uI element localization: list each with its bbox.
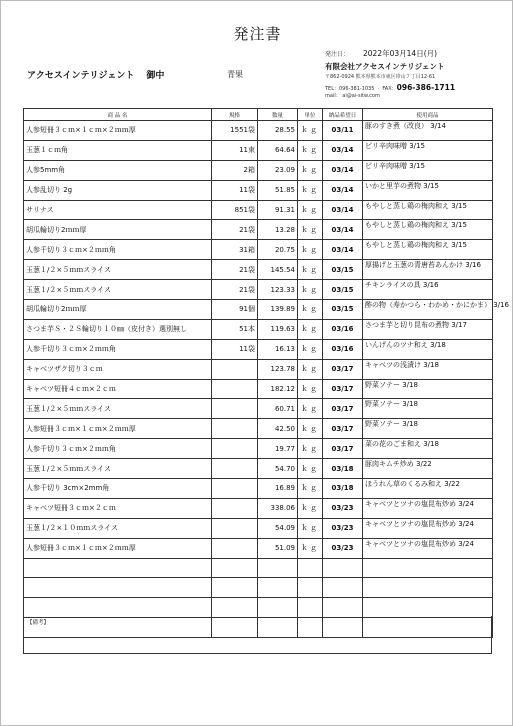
used-in-cell: いんげんのツナ和え 3/18 bbox=[363, 339, 493, 359]
quantity-cell bbox=[212, 578, 258, 598]
used-in-cell: もやしと蒸し鶏の梅肉和え 3/15 bbox=[363, 240, 493, 260]
quantity-cell: 21袋 bbox=[212, 260, 258, 280]
table-row bbox=[24, 280, 493, 300]
table-row bbox=[24, 399, 493, 419]
amount-cell bbox=[258, 558, 298, 578]
amount-cell: 139.89 bbox=[258, 300, 298, 320]
unit-cell: ｋｇ bbox=[298, 339, 323, 359]
quantity-cell bbox=[212, 479, 258, 499]
quantity-cell: 2箱 bbox=[212, 160, 258, 180]
unit-cell: ｋｇ bbox=[298, 260, 323, 280]
used-in-cell bbox=[363, 598, 493, 618]
used-in-cell: キャベツとツナの塩昆布炒め 3/24 bbox=[363, 498, 493, 518]
table-row bbox=[24, 379, 493, 399]
product-name-cell: 人参千切り 3cm×2mm角 bbox=[24, 479, 212, 499]
document-title: 発注書 bbox=[233, 25, 282, 43]
amount-cell: 28.55 bbox=[258, 121, 298, 141]
unit-cell bbox=[298, 558, 323, 578]
recipient-suffix: 御中 bbox=[146, 71, 165, 81]
product-name-cell: 人参短冊３ｃｍ×１ｃｍ×２ｍｍ厚 bbox=[24, 121, 212, 141]
tel-number: 096-381-1035 bbox=[339, 86, 375, 92]
unit-cell: ｋｇ bbox=[298, 180, 323, 200]
quantity-cell: 11袋 bbox=[212, 339, 258, 359]
used-in-cell: もやしと蒸し鶏の梅肉和え 3/15 bbox=[363, 220, 493, 240]
table-row bbox=[24, 121, 493, 141]
product-name-cell: 胡瓜輪切り2ｍｍ厚 bbox=[24, 300, 212, 320]
delivery-date-cell: 03/17 bbox=[323, 419, 363, 439]
unit-cell: ｋｇ bbox=[298, 419, 323, 439]
issuer-mail: mail： ai@ai-sitw.com bbox=[325, 93, 380, 99]
fax-label: FAX： bbox=[382, 86, 397, 92]
product-name-cell: キャベツザク切り３ｃｍ bbox=[24, 359, 212, 379]
amount-cell: 60.71 bbox=[258, 399, 298, 419]
used-in-cell: ほうれん草のくるみ和え 3/22 bbox=[363, 479, 493, 499]
amount-cell: 54.70 bbox=[258, 459, 298, 479]
used-in-cell: キャベツとツナの塩昆布炒め 3/24 bbox=[363, 518, 493, 538]
order-table-body bbox=[24, 121, 509, 638]
table-row bbox=[24, 419, 493, 439]
delivery-date-cell: 03/17 bbox=[323, 399, 363, 419]
quantity-cell: 11袋 bbox=[212, 180, 258, 200]
product-name-cell: キャベツ短冊４ｃｍ×２ｃｍ bbox=[24, 379, 212, 399]
product-name-cell: 玉葱１/２×５ｍｍスライス bbox=[24, 399, 212, 419]
table-row bbox=[24, 339, 493, 359]
product-name-cell: 人参乱切り 2g bbox=[24, 180, 212, 200]
table-row bbox=[24, 240, 493, 260]
product-name-cell bbox=[24, 558, 212, 578]
delivery-date-cell bbox=[323, 598, 363, 618]
used-in-cell: キャベツの浅漬け 3/18 bbox=[363, 359, 493, 379]
delivery-date-cell: 03/16 bbox=[323, 319, 363, 339]
product-name-cell: サリナス bbox=[24, 200, 212, 220]
delivery-date-cell: 03/16 bbox=[323, 339, 363, 359]
product-name-cell: 玉葱１/２×５ｍｍスライス bbox=[24, 280, 212, 300]
product-name-cell: 人参短冊３ｃｍ×１ｃｍ×２ｍｍ厚 bbox=[24, 419, 212, 439]
table-row bbox=[24, 220, 493, 240]
recipient bbox=[27, 68, 164, 81]
product-name-cell: 人参5mm角 bbox=[24, 160, 212, 180]
amount-cell: 16.13 bbox=[258, 339, 298, 359]
amount-cell: 145.54 bbox=[258, 260, 298, 280]
amount-cell: 16.89 bbox=[258, 479, 298, 499]
used-in-cell: キャベツとツナの塩昆布炒め 3/24 bbox=[363, 538, 493, 558]
remarks-box bbox=[23, 616, 492, 654]
used-in-cell: 野菜ソテー 3/18 bbox=[363, 399, 493, 419]
unit-cell: ｋｇ bbox=[298, 459, 323, 479]
table-row bbox=[24, 558, 493, 578]
remarks-label: 【備考】 bbox=[27, 620, 50, 626]
amount-cell: 51.09 bbox=[258, 538, 298, 558]
amount-cell bbox=[258, 578, 298, 598]
quantity-cell bbox=[212, 419, 258, 439]
table-row bbox=[24, 439, 493, 459]
product-name-cell: 玉葱１ｃｍ角 bbox=[24, 140, 212, 160]
table-row bbox=[24, 160, 493, 180]
used-in-cell bbox=[363, 558, 493, 578]
amount-cell: 182.12 bbox=[258, 379, 298, 399]
delivery-date-cell: 03/14 bbox=[323, 200, 363, 220]
used-in-cell: 酢の物（寿かつら・わかめ・かにかま） 3/16 bbox=[363, 300, 493, 320]
delivery-date-cell: 03/17 bbox=[323, 379, 363, 399]
quantity-cell: 91個 bbox=[212, 300, 258, 320]
table-row bbox=[24, 479, 493, 499]
issuer-address: 〒862-0924 熊本県熊本市東区帯山７丁目12-61 bbox=[325, 74, 436, 80]
used-in-cell: さつま芋と切り昆布の煮物 3/17 bbox=[363, 319, 493, 339]
header-used-in: 使用商品 bbox=[363, 109, 493, 121]
unit-cell: ｋｇ bbox=[298, 160, 323, 180]
issue-date-value: 2022年03月14日(月) bbox=[363, 49, 438, 58]
quantity-cell bbox=[212, 379, 258, 399]
table-row bbox=[24, 180, 493, 200]
quantity-cell: 1551袋 bbox=[212, 121, 258, 141]
product-name-cell: 玉葱１/２×５ｍｍスライス bbox=[24, 459, 212, 479]
quantity-cell bbox=[212, 518, 258, 538]
amount-cell: 51.85 bbox=[258, 180, 298, 200]
recipient-department: 青果 bbox=[227, 70, 243, 79]
delivery-date-cell: 03/15 bbox=[323, 280, 363, 300]
used-in-cell bbox=[363, 578, 493, 598]
amount-cell: 119.63 bbox=[258, 319, 298, 339]
issue-date bbox=[325, 48, 437, 59]
unit-cell: ｋｇ bbox=[298, 479, 323, 499]
table-row bbox=[24, 459, 493, 479]
used-in-cell: 菜の花のごま和え 3/18 bbox=[363, 439, 493, 459]
delivery-date-cell: 03/14 bbox=[323, 240, 363, 260]
unit-cell: ｋｇ bbox=[298, 240, 323, 260]
used-in-cell: ピリ辛肉味噌 3/15 bbox=[363, 160, 493, 180]
delivery-date-cell: 03/18 bbox=[323, 459, 363, 479]
table-row bbox=[24, 140, 493, 160]
delivery-date-cell: 03/14 bbox=[323, 140, 363, 160]
table-row bbox=[24, 518, 493, 538]
unit-cell: ｋｇ bbox=[298, 319, 323, 339]
delivery-date-cell bbox=[323, 558, 363, 578]
unit-cell: ｋｇ bbox=[298, 220, 323, 240]
quantity-cell bbox=[212, 558, 258, 578]
quantity-cell bbox=[212, 459, 258, 479]
amount-cell: 338.06 bbox=[258, 498, 298, 518]
product-name-cell: 玉葱１/２×５ｍｍスライス bbox=[24, 260, 212, 280]
delivery-date-cell bbox=[323, 578, 363, 598]
delivery-date-cell: 03/17 bbox=[323, 359, 363, 379]
quantity-cell bbox=[212, 598, 258, 618]
table-row bbox=[24, 498, 493, 518]
quantity-cell bbox=[212, 399, 258, 419]
table-row bbox=[24, 200, 493, 220]
used-in-cell: 厚揚げと玉葱の青唐苔あんかけ 3/16 bbox=[363, 260, 493, 280]
unit-cell: ｋｇ bbox=[298, 379, 323, 399]
used-in-cell: 豚肉キムチ炒め 3/22 bbox=[363, 459, 493, 479]
table-row bbox=[24, 300, 493, 320]
unit-cell: ｋｇ bbox=[298, 200, 323, 220]
table-row bbox=[24, 578, 493, 598]
header-spec: 規格 bbox=[212, 109, 258, 121]
amount-cell: 123.78 bbox=[258, 359, 298, 379]
used-in-cell: 豚のすき煮（改良） 3/14 bbox=[363, 121, 493, 141]
header-unit: 単位 bbox=[298, 109, 323, 121]
used-in-cell: もやしと蒸し鶏の梅肉和え 3/15 bbox=[363, 200, 493, 220]
product-name-cell: 胡瓜輪切り2ｍｍ厚 bbox=[24, 220, 212, 240]
header-delivery-date: 納品希望日 bbox=[323, 109, 363, 121]
delivery-date-cell: 03/11 bbox=[323, 121, 363, 141]
product-name-cell bbox=[24, 578, 212, 598]
used-in-cell: 野菜ソテー 3/18 bbox=[363, 419, 493, 439]
amount-cell: 20.75 bbox=[258, 240, 298, 260]
quantity-cell bbox=[212, 538, 258, 558]
product-name-cell: 人参千切り３ｃｍ×２ｍｍ角 bbox=[24, 339, 212, 359]
delivery-date-cell: 03/23 bbox=[323, 538, 363, 558]
quantity-cell: 21袋 bbox=[212, 280, 258, 300]
product-name-cell bbox=[24, 598, 212, 618]
amount-cell: 13.28 bbox=[258, 220, 298, 240]
header-product-name: 商 品 名 bbox=[24, 109, 212, 121]
table-row bbox=[24, 359, 493, 379]
delivery-date-cell: 03/23 bbox=[323, 518, 363, 538]
order-table bbox=[23, 108, 509, 638]
unit-cell: ｋｇ bbox=[298, 518, 323, 538]
used-in-cell: 野菜ソテー 3/18 bbox=[363, 379, 493, 399]
fax-number: 096-386-1711 bbox=[396, 83, 456, 92]
amount-cell: 42.50 bbox=[258, 419, 298, 439]
product-name-cell: さつま芋Ｓ・２Ｓ輪切り１０㎜（皮付き）選別無し bbox=[24, 319, 212, 339]
table-row bbox=[24, 598, 493, 618]
unit-cell: ｋｇ bbox=[298, 121, 323, 141]
amount-cell: 19.77 bbox=[258, 439, 298, 459]
amount-cell bbox=[258, 598, 298, 618]
delivery-date-cell: 03/15 bbox=[323, 260, 363, 280]
product-name-cell: 人参千切り３ｃｍ×２ｍｍ角 bbox=[24, 240, 212, 260]
quantity-cell: 21袋 bbox=[212, 220, 258, 240]
quantity-cell: 851袋 bbox=[212, 200, 258, 220]
delivery-date-cell: 03/14 bbox=[323, 180, 363, 200]
header-quantity: 数量 bbox=[258, 109, 298, 121]
unit-cell: ｋｇ bbox=[298, 439, 323, 459]
amount-cell: 123.33 bbox=[258, 280, 298, 300]
unit-cell: ｋｇ bbox=[298, 538, 323, 558]
used-in-cell: いかと里芋の煮物 3/15 bbox=[363, 180, 493, 200]
issue-date-label: 発注日： bbox=[325, 51, 350, 58]
unit-cell: ｋｇ bbox=[298, 399, 323, 419]
delivery-date-cell: 03/15 bbox=[323, 300, 363, 320]
product-name-cell: キャベツ短冊３ｃｍ×２ｃｍ bbox=[24, 498, 212, 518]
issuer-company: 有限会社アクセスインテリジェント bbox=[325, 62, 445, 71]
delivery-date-cell: 03/18 bbox=[323, 479, 363, 499]
order-table-header bbox=[24, 109, 493, 121]
amount-cell: 91.31 bbox=[258, 200, 298, 220]
product-name-cell: 人参千切り３ｃｍ×２ｍｍ角 bbox=[24, 439, 212, 459]
unit-cell: ｋｇ bbox=[298, 359, 323, 379]
amount-cell: 54.09 bbox=[258, 518, 298, 538]
quantity-cell: 11束 bbox=[212, 140, 258, 160]
delivery-date-cell: 03/14 bbox=[323, 220, 363, 240]
table-row bbox=[24, 319, 493, 339]
unit-cell: ｋｇ bbox=[298, 300, 323, 320]
product-name-cell: 人参短冊３ｃｍ×１ｃｍ×２ｍｍ厚 bbox=[24, 538, 212, 558]
quantity-cell bbox=[212, 439, 258, 459]
used-in-cell: ピリ辛肉味噌 3/15 bbox=[363, 140, 493, 160]
amount-cell: 64.64 bbox=[258, 140, 298, 160]
amount-cell: 23.09 bbox=[258, 160, 298, 180]
table-row bbox=[24, 260, 493, 280]
unit-cell bbox=[298, 598, 323, 618]
table-row bbox=[24, 538, 493, 558]
tel-label: TEL： bbox=[325, 86, 339, 92]
product-name-cell: 玉葱１/２×１０ｍｍスライス bbox=[24, 518, 212, 538]
delivery-date-cell: 03/14 bbox=[323, 160, 363, 180]
unit-cell bbox=[298, 578, 323, 598]
issuer-contact: TEL：096-381-1035 · FAX：096-386-1711 bbox=[325, 83, 456, 92]
quantity-cell bbox=[212, 498, 258, 518]
unit-cell: ｋｇ bbox=[298, 498, 323, 518]
quantity-cell: 51本 bbox=[212, 319, 258, 339]
unit-cell: ｋｇ bbox=[298, 280, 323, 300]
quantity-cell bbox=[212, 359, 258, 379]
recipient-name: アクセスインテリジェント bbox=[27, 71, 135, 81]
quantity-cell: 31箱 bbox=[212, 240, 258, 260]
delivery-date-cell: 03/17 bbox=[323, 439, 363, 459]
delivery-date-cell: 03/23 bbox=[323, 498, 363, 518]
unit-cell: ｋｇ bbox=[298, 140, 323, 160]
used-in-cell: チキンライスの具 3/16 bbox=[363, 280, 493, 300]
